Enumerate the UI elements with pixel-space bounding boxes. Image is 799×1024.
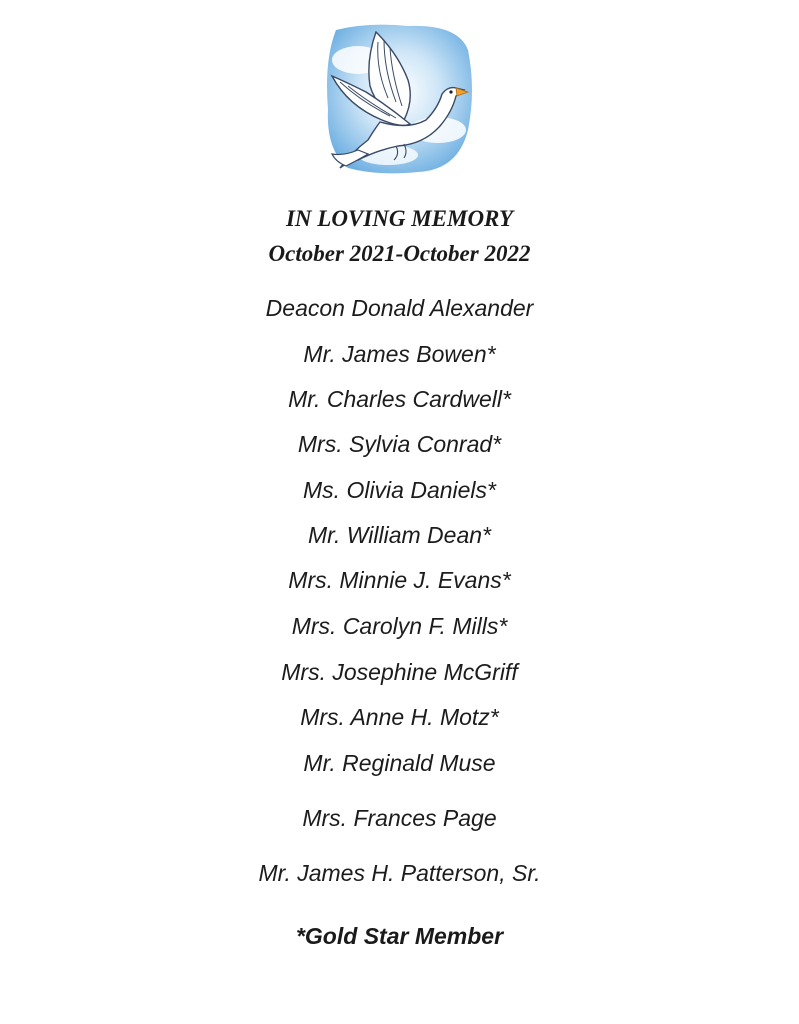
memorial-name: Deacon Donald Alexander	[265, 295, 534, 321]
memorial-name: Mr. James H. Patterson, Sr.	[258, 860, 541, 886]
memorial-name: Mrs. Josephine McGriff	[281, 659, 518, 685]
memorial-name: Mr. Charles Cardwell*	[288, 386, 511, 412]
page-title: IN LOVING MEMORY	[285, 206, 514, 231]
gold-star-footnote: *Gold Star Member	[295, 923, 504, 949]
memorial-name: Mr. James Bowen*	[303, 341, 496, 367]
memorial-name: Ms. Olivia Daniels*	[303, 477, 496, 503]
memorial-name: Mr. Reginald Muse	[303, 750, 496, 776]
dove-illustration	[318, 20, 476, 180]
memorial-name: Mrs. Minnie J. Evans*	[288, 567, 511, 593]
memorial-name: Mrs. Carolyn F. Mills*	[291, 613, 508, 639]
dove-icon	[318, 20, 476, 180]
memorial-name: Mrs. Sylvia Conrad*	[297, 431, 502, 457]
date-range: October 2021-October 2022	[268, 241, 531, 266]
memorial-name: Mrs. Anne H. Motz*	[300, 704, 499, 730]
memorial-name: Mr. William Dean*	[308, 522, 491, 548]
memorial-name: Mrs. Frances Page	[302, 805, 497, 831]
